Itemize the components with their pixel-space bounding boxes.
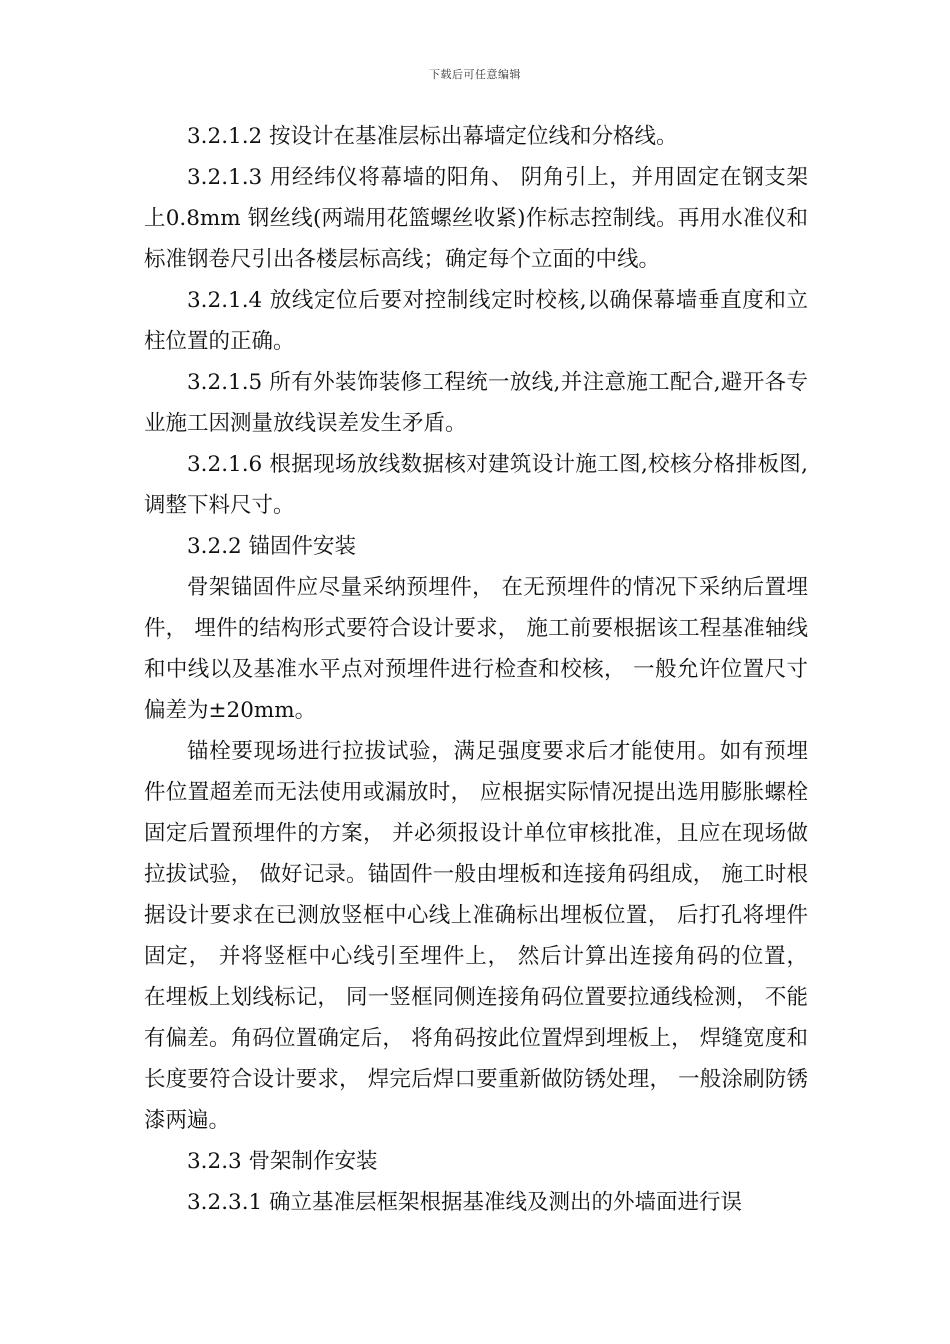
paragraph-anchor-intro: 骨架锚固件应尽量采纳预埋件， 在无预埋件的情况下采纳后置埋件， 埋件的结构形式要符合设计要求， 施工前要根据该工程基准轴线和中线以及基准水平点对预埋件进行检查和校核， 一般允许位置尺寸偏差为±20mm。 <box>144 575 808 723</box>
paragraph-3-2-3-1: 3.2.3.1 确立基准层框架根据基准线及测出的外墙面进行误 <box>187 1190 743 1215</box>
paragraph-3-2-1-5: 3.2.1.5 所有外装饰装修工程统一放线,并注意施工配合,避开各专业施工因测量放线误差发生矛盾。 <box>144 370 808 436</box>
section-heading-3-2-3: 3.2.3 骨架制作安装 <box>187 1149 378 1174</box>
paragraph-anchor-bolt: 锚栓要现场进行拉拔试验，满足强度要求后才能使用。如有预埋件位置超差而无法使用或漏放时， 应根据实际情况提出选用膨胀螺栓固定后置预埋件的方案， 并必须报设计单位审核批准，且应在现场做拉拔试验， 做好记录。锚固件一般由埋板和连接角码组成， 施工时根据设计要求在已测放竖框中心线上准确标出埋板位置， 后打孔将埋件固定， 并将竖框中心线引至埋件上， 然后计算出连接角码的位置， 在埋板上划线标记， 同一竖框同侧连接角码位置要拉通线检测， 不能有偏差。角码位置确定后， 将角码按此位置焊到埋板上， 焊缝宽度和长度要符合设计要求， 焊完后焊口要重新做防锈处理， 一般涂刷防锈漆两遍。 <box>144 739 808 1133</box>
section-heading-3-2-2: 3.2.2 锚固件安装 <box>187 534 357 559</box>
paragraph-3-2-1-2: 3.2.1.2 按设计在基准层标出幕墙定位线和分格线。 <box>187 124 678 149</box>
paragraph-3-2-1-6: 3.2.1.6 根据现场放线数据核对建筑设计施工图,校核分格排板图,调整下料尺寸。 <box>144 452 808 518</box>
page-header: 下载后可任意编辑 <box>429 68 521 81</box>
paragraph-3-2-1-4: 3.2.1.4 放线定位后要对控制线定时校核,以确保幕墙垂直度和立柱位置的正确。 <box>144 288 808 354</box>
document-body <box>144 116 808 1223</box>
paragraph-3-2-1-3: 3.2.1.3 用经纬仪将幕墙的阳角、 阴角引上，并用固定在钢支架上0.8mm 钢丝线(两端用花篮螺丝收紧)作标志控制线。再用水准仪和标准钢卷尺引出各楼层标高线；确定每个立面的中线。 <box>144 165 808 272</box>
